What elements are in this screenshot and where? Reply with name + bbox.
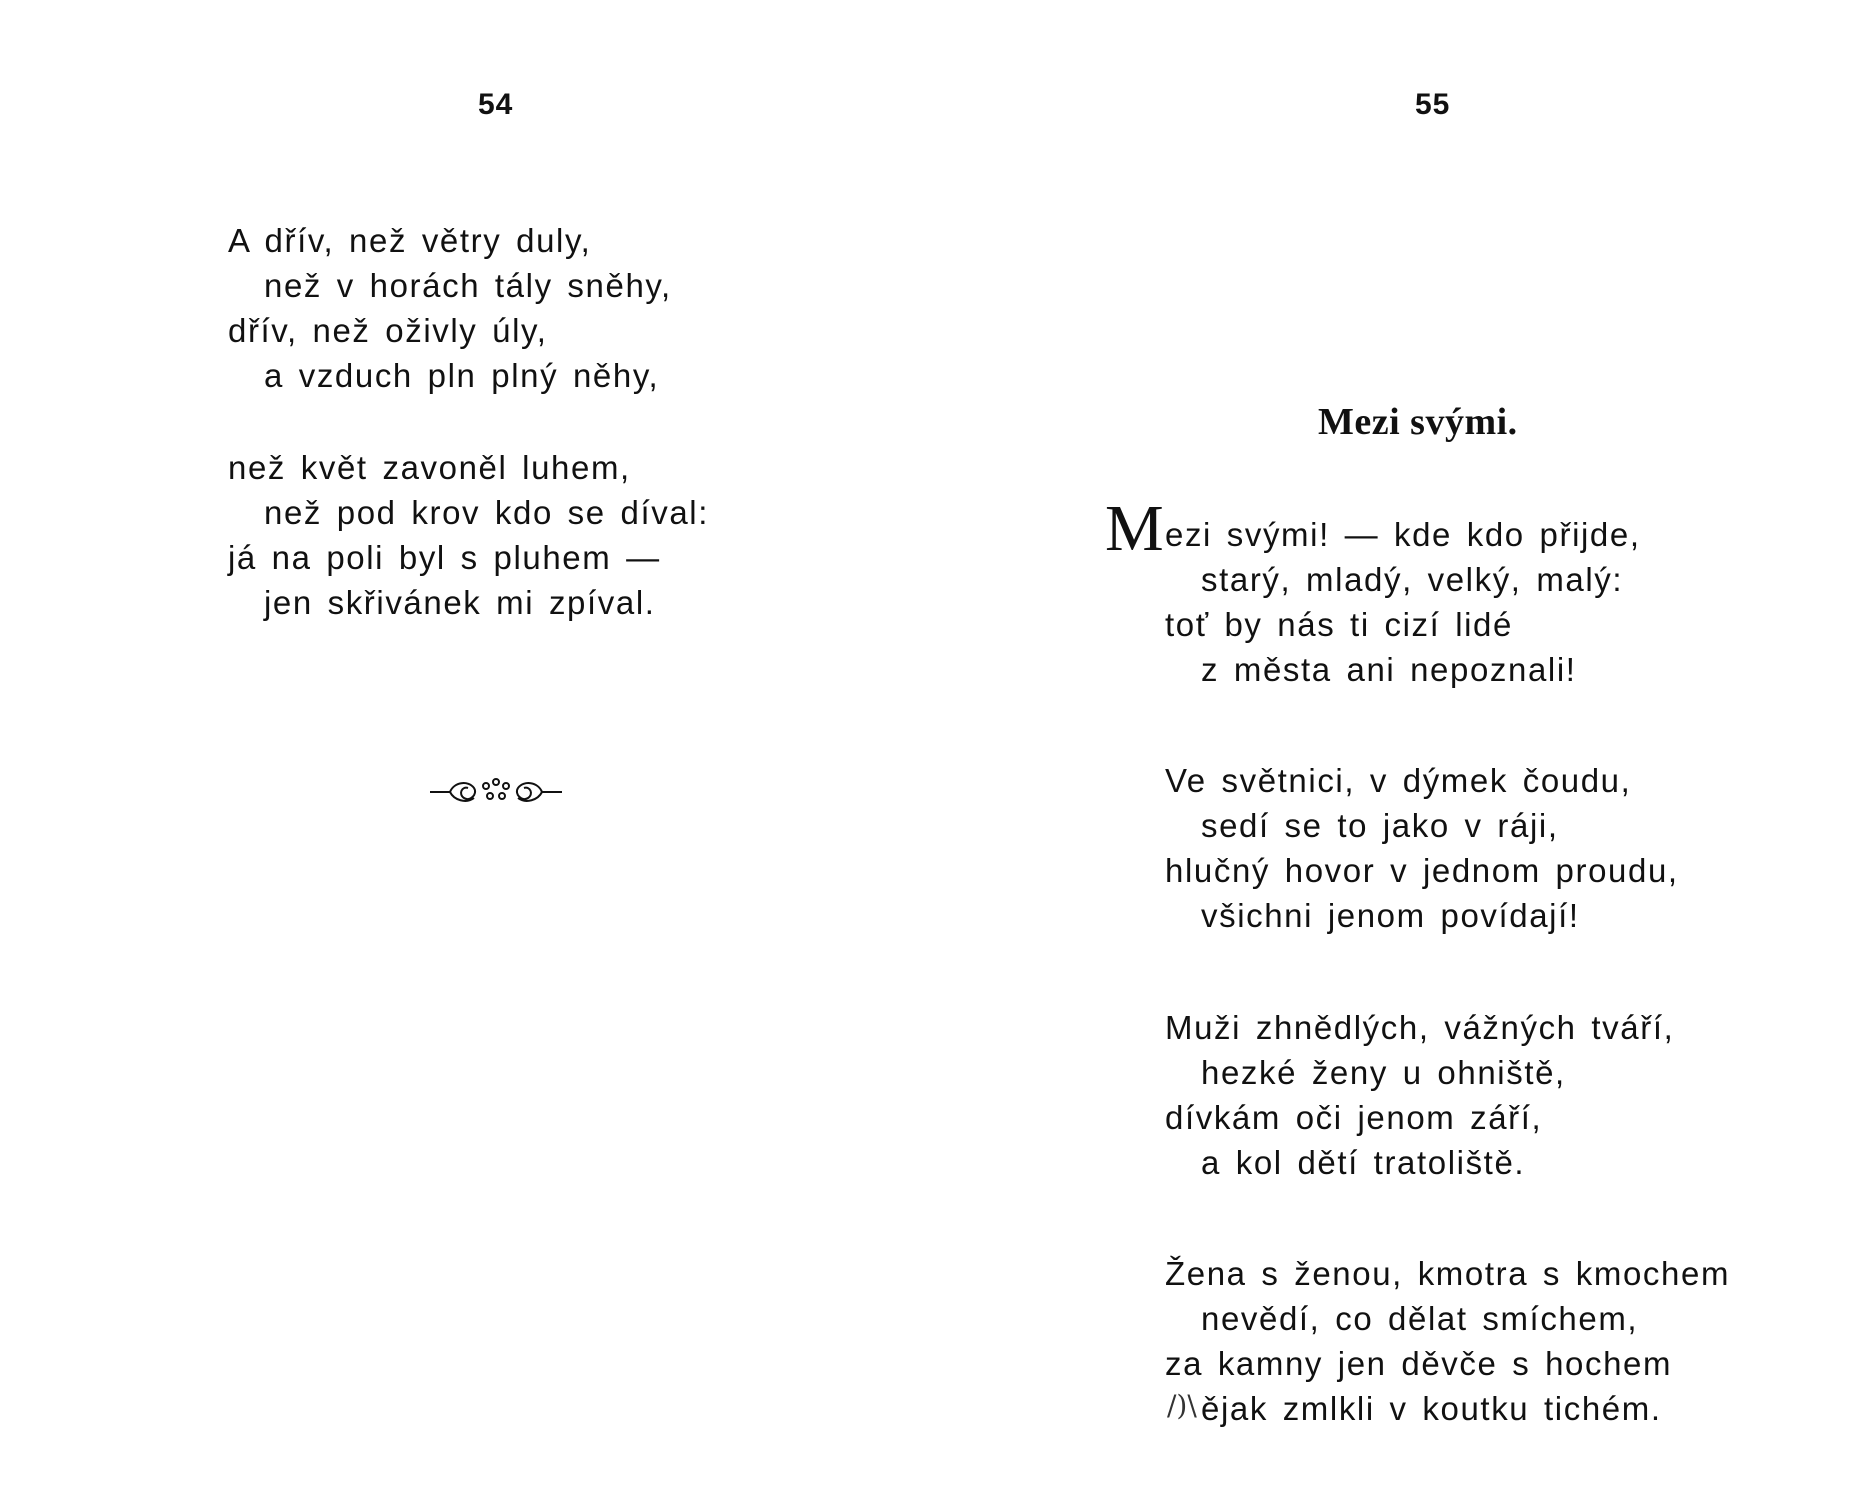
poem-line: já na poli byl s pluhem — xyxy=(228,539,661,576)
poem-stanza xyxy=(1165,512,1641,692)
poem-line: nevědí, co dělat smíchem, xyxy=(1201,1300,1639,1337)
poem-stanza xyxy=(228,218,672,398)
poem-line: ějak zmlkli v koutku tichém. xyxy=(1201,1390,1662,1427)
poem-line: z města ani nepoznali! xyxy=(1201,651,1577,688)
poem-line: než v horách tály sněhy, xyxy=(264,267,672,304)
poem-line: Žena s ženou, kmotra s kmochem xyxy=(1165,1255,1731,1292)
poem-line: hezké ženy u ohniště, xyxy=(1201,1054,1566,1091)
poem-line: a vzduch pln plný něhy, xyxy=(264,357,660,394)
right-page xyxy=(935,0,1870,1500)
poem-stanza xyxy=(228,445,709,625)
poem-stanza xyxy=(1165,1005,1674,1185)
poem-title: Mezi svými. xyxy=(1318,401,1518,443)
poem-line: A dřív, než větry duly, xyxy=(228,222,592,259)
poem-line: a kol dětí tratoliště. xyxy=(1201,1144,1526,1181)
poem-line: za kamny jen děvče s hochem xyxy=(1165,1345,1673,1382)
drop-cap: M xyxy=(1105,492,1164,565)
poem-line: všichni jenom povídají! xyxy=(1201,897,1580,934)
poem-line: jen skřivánek mi zpíval. xyxy=(264,584,656,621)
page-number: 55 xyxy=(1415,88,1451,121)
poem-line: Muži zhnědlých, vážných tváří, xyxy=(1165,1009,1675,1046)
poem-line: dívkám oči jenom září, xyxy=(1165,1099,1543,1136)
page-number: 54 xyxy=(478,88,514,121)
poem-line: dřív, než oživly úly, xyxy=(228,312,548,349)
poem-line: toť by nás ti cizí lidé xyxy=(1165,606,1513,643)
poem-line: ezi svými! — kde kdo přijde, xyxy=(1165,516,1641,553)
poem-line: než květ zavoněl luhem, xyxy=(228,449,631,486)
poem-line: starý, mladý, velký, malý: xyxy=(1201,561,1624,598)
fleuron-ornament-icon xyxy=(428,774,564,810)
poem-line: sedí se to jako v ráji, xyxy=(1201,807,1559,844)
poem-line: Ve světnici, v dýmek čoudu, xyxy=(1165,762,1632,799)
poem-line: hlučný hovor v jednom proudu, xyxy=(1165,852,1679,889)
smudge-mark: /)\ xyxy=(1167,1389,1197,1422)
poem-stanza xyxy=(1165,1251,1730,1431)
poem-stanza xyxy=(1165,758,1679,938)
poem-line: než pod krov kdo se díval: xyxy=(264,494,709,531)
